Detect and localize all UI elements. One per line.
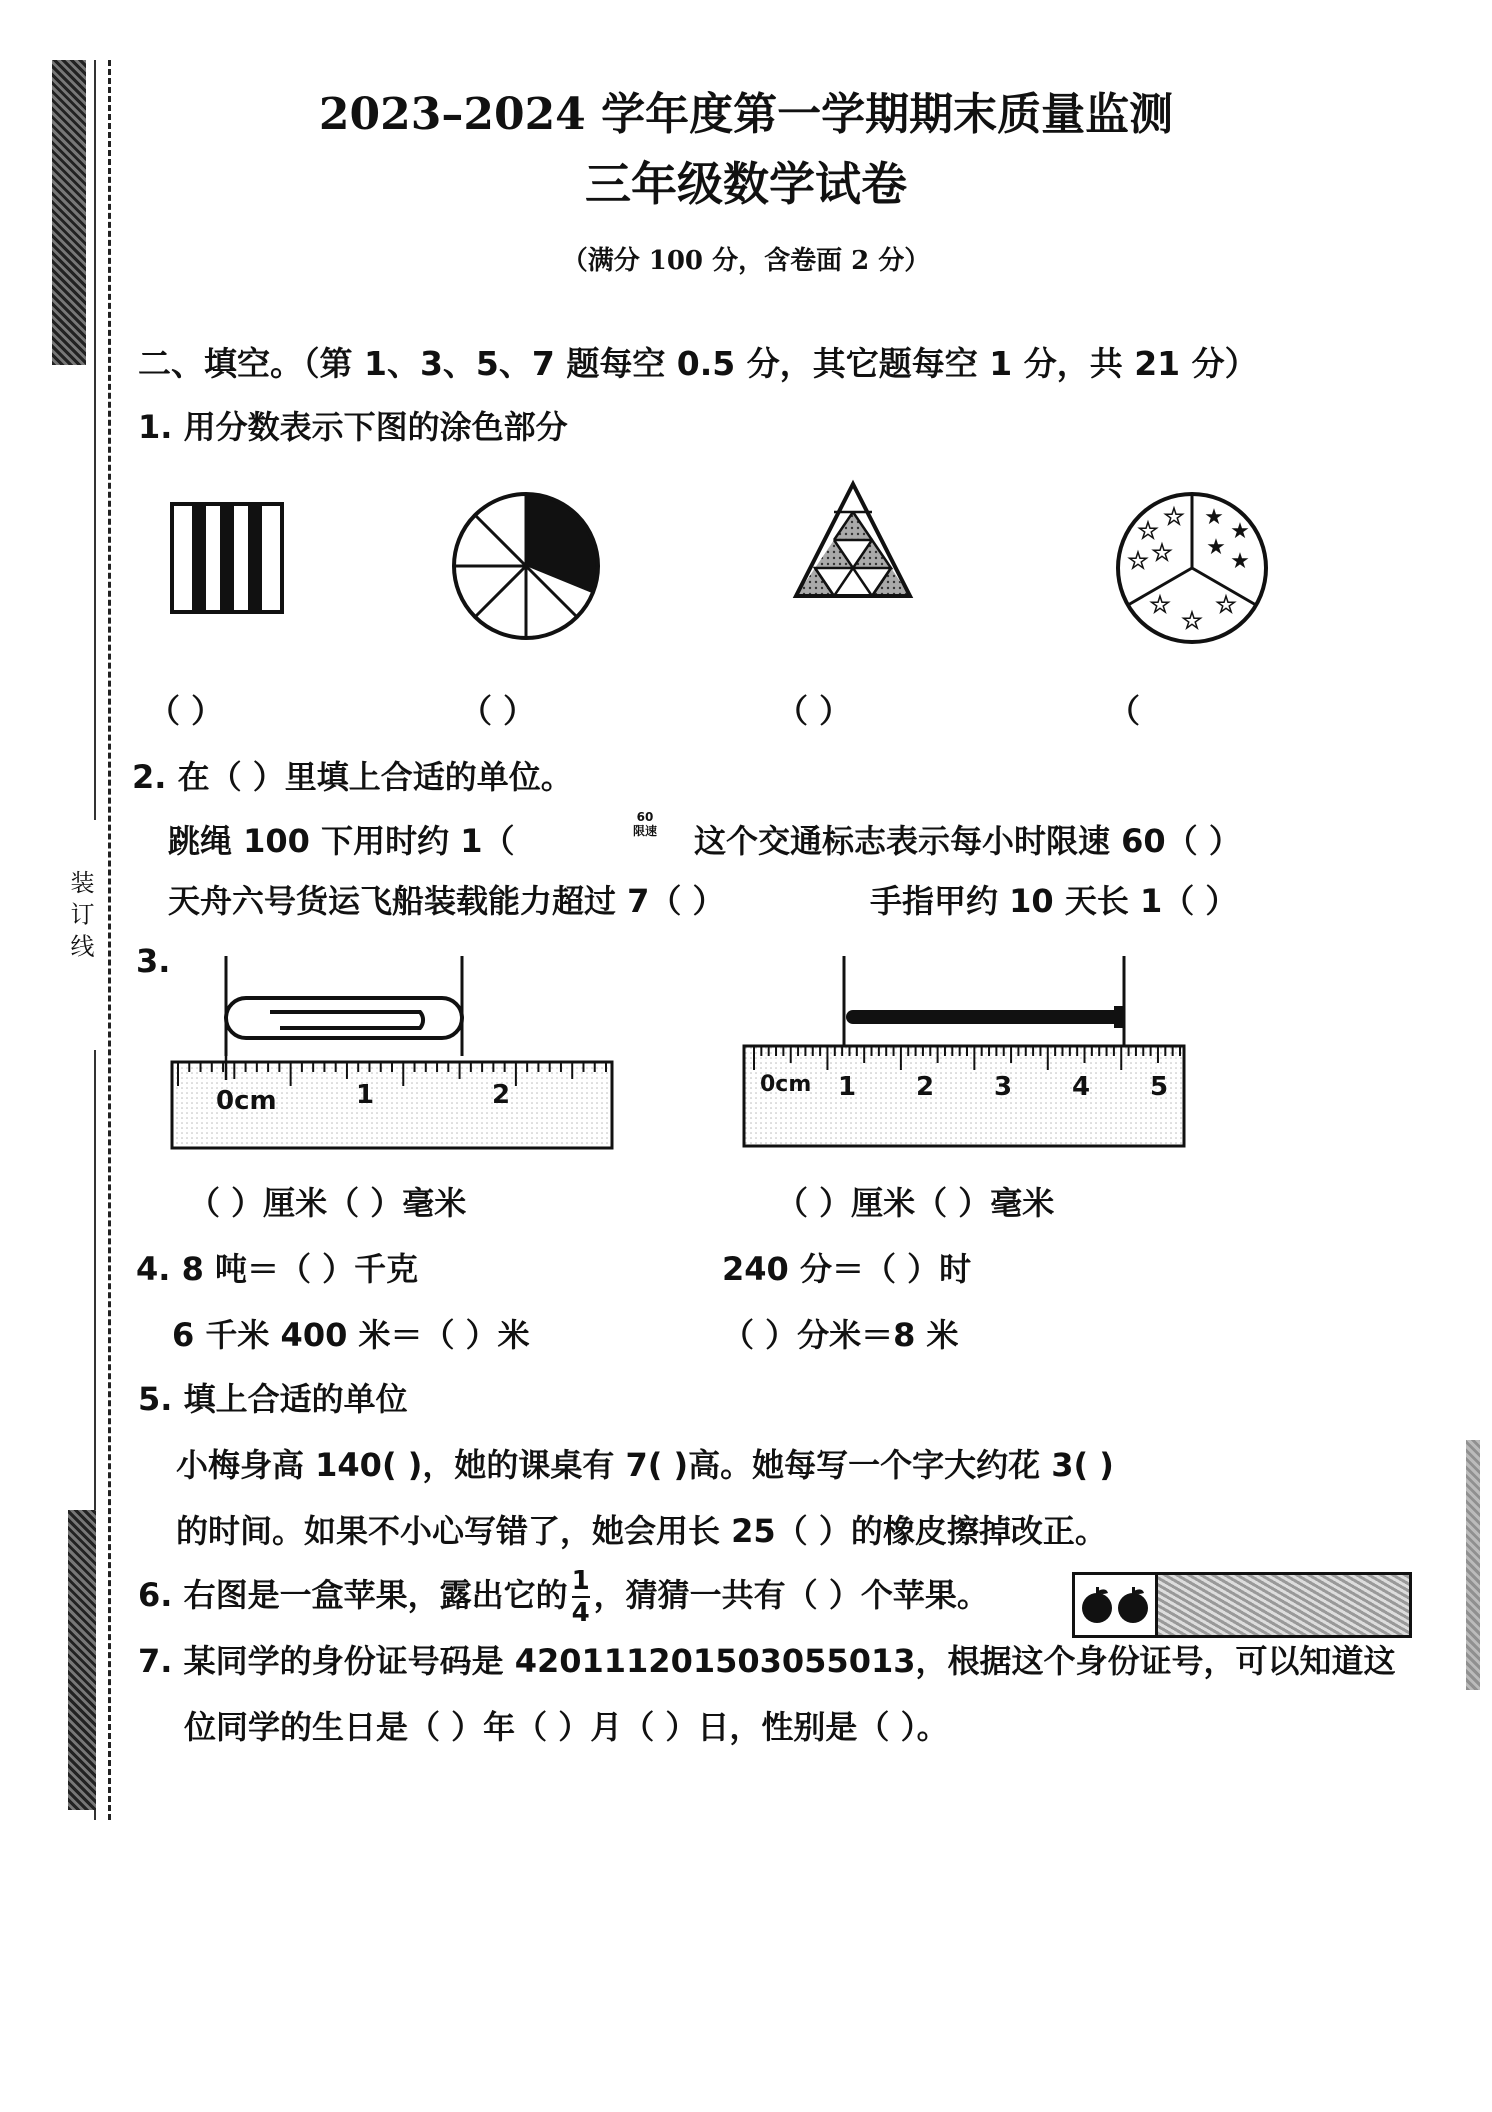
q2-line2-left: 天舟六号货运飞船装载能力超过 7（ ） <box>168 882 725 920</box>
q4-d[interactable]: （ ）分米＝8 米 <box>722 1316 959 1354</box>
pie-circle-figure <box>448 488 604 644</box>
q4-a[interactable]: 4. 8 吨＝（ ）千克 <box>136 1250 419 1288</box>
striped-rectangle-figure <box>168 500 288 620</box>
svg-text:★: ★ <box>1216 593 1236 618</box>
speed-limit-text: 限速 <box>632 824 657 838</box>
svg-text:★: ★ <box>1164 505 1184 530</box>
apple-icon <box>1080 1585 1114 1625</box>
q5-line2[interactable]: 的时间。如果不小心写错了，她会用长 25（ ）的橡皮擦掉改正。 <box>176 1512 1107 1550</box>
ruler-2-label-2: 2 <box>916 1072 935 1102</box>
q3-label: 3. <box>136 942 171 980</box>
svg-text:★: ★ <box>1230 519 1250 544</box>
svg-text:★: ★ <box>1182 609 1202 634</box>
ruler-1-label-2: 2 <box>492 1080 511 1110</box>
triangle-figure <box>778 478 928 628</box>
ruler-1-label-1: 1 <box>356 1080 375 1110</box>
q1-answer-2[interactable]: （ ） <box>460 692 536 730</box>
svg-text:★: ★ <box>1152 541 1172 566</box>
q2-line1-left: 跳绳 100 下用时约 1（ <box>168 822 515 860</box>
q5-line1[interactable]: 小梅身高 140( )，她的课桌有 7( )高。她每写一个字大约花 3( ) <box>176 1446 1114 1484</box>
speed-limit-number: 60 <box>636 810 654 824</box>
score-note: （满分 100 分，含卷面 2 分） <box>561 246 931 276</box>
binding-dashed-line <box>108 60 111 1820</box>
apple-visible-part <box>1075 1575 1158 1635</box>
binding-text: 装 订 线 <box>66 870 94 958</box>
fraction-one-quarter <box>572 1568 590 1626</box>
q1-answer-1[interactable]: （ ） <box>148 692 224 730</box>
star-circle-figure <box>1112 488 1272 648</box>
q7-line1: 7. 某同学的身份证号码是 420111201503055013，根据这个身份证号，可以知道这 <box>138 1642 1396 1680</box>
q4-b[interactable]: 240 分＝（ ）时 <box>722 1250 972 1288</box>
q7-line2[interactable]: 位同学的生日是（ ）年（ ）月（ ）日，性别是（ ）。 <box>184 1708 949 1746</box>
svg-text:★: ★ <box>1204 505 1224 530</box>
ruler-1-label-0: 0cm <box>216 1086 277 1116</box>
q3-answer-1[interactable]: （ ）厘米（ ）毫米 <box>188 1184 467 1222</box>
apple-icon <box>1116 1585 1150 1625</box>
q6-post: ，猜猜一共有（ ）个苹果。 <box>593 1576 989 1614</box>
q1-label: 1. 用分数表示下图的涂色部分 <box>138 408 568 446</box>
section-heading: 二、填空。（第 1、3、5、7 题每空 0.5 分，其它题每空 1 分，共 21 分） <box>138 344 1258 383</box>
q5-label: 5. 填上合适的单位 <box>138 1380 408 1418</box>
q6-pre: 6. 右图是一盒苹果，露出它的 <box>138 1576 568 1614</box>
q1-answer-3[interactable]: （ ） <box>776 692 852 730</box>
q1-answer-4[interactable]: （ <box>1108 692 1141 730</box>
svg-text:★: ★ <box>1138 519 1158 544</box>
ruler-2-label-5: 5 <box>1150 1072 1169 1102</box>
binding-strip-bottom <box>68 1510 96 1810</box>
apple-box-image <box>1072 1572 1412 1638</box>
fraction-denominator: 4 <box>571 1598 590 1628</box>
q2-line2-right: 手指甲约 10 天长 1（ ） <box>870 882 1238 920</box>
q2-line1-right: 这个交通标志表示每小时限速 60（ ） <box>694 822 1241 860</box>
ruler-2-label-0: 0cm <box>760 1072 812 1097</box>
box-covered-part <box>1158 1575 1409 1635</box>
ruler-2-labels <box>734 956 1190 1156</box>
q3-answer-2[interactable]: （ ）厘米（ ）毫米 <box>776 1184 1055 1222</box>
exam-subtitle: 三年级数学试卷 <box>585 157 907 211</box>
exam-title: 2023–2024 学年度第一学期期末质量监测 <box>318 89 1174 140</box>
svg-text:★: ★ <box>1150 593 1170 618</box>
ruler-2-label-4: 4 <box>1072 1072 1091 1102</box>
svg-text:★: ★ <box>1128 549 1148 574</box>
ruler-1-labels <box>170 956 616 1156</box>
q4-c[interactable]: 6 千米 400 米＝（ ）米 <box>172 1316 530 1354</box>
scan-edge-shadow <box>1466 1440 1480 1690</box>
q2-label: 2. 在（ ）里填上合适的单位。 <box>132 758 573 796</box>
speed-limit-sign <box>626 810 664 838</box>
svg-text:★: ★ <box>1230 549 1250 574</box>
q6-text[interactable] <box>138 1568 989 1626</box>
fraction-numerator: 1 <box>571 1566 590 1596</box>
ruler-2-label-1: 1 <box>838 1072 857 1102</box>
ruler-2-label-3: 3 <box>994 1072 1013 1102</box>
svg-text:★: ★ <box>1206 535 1226 560</box>
